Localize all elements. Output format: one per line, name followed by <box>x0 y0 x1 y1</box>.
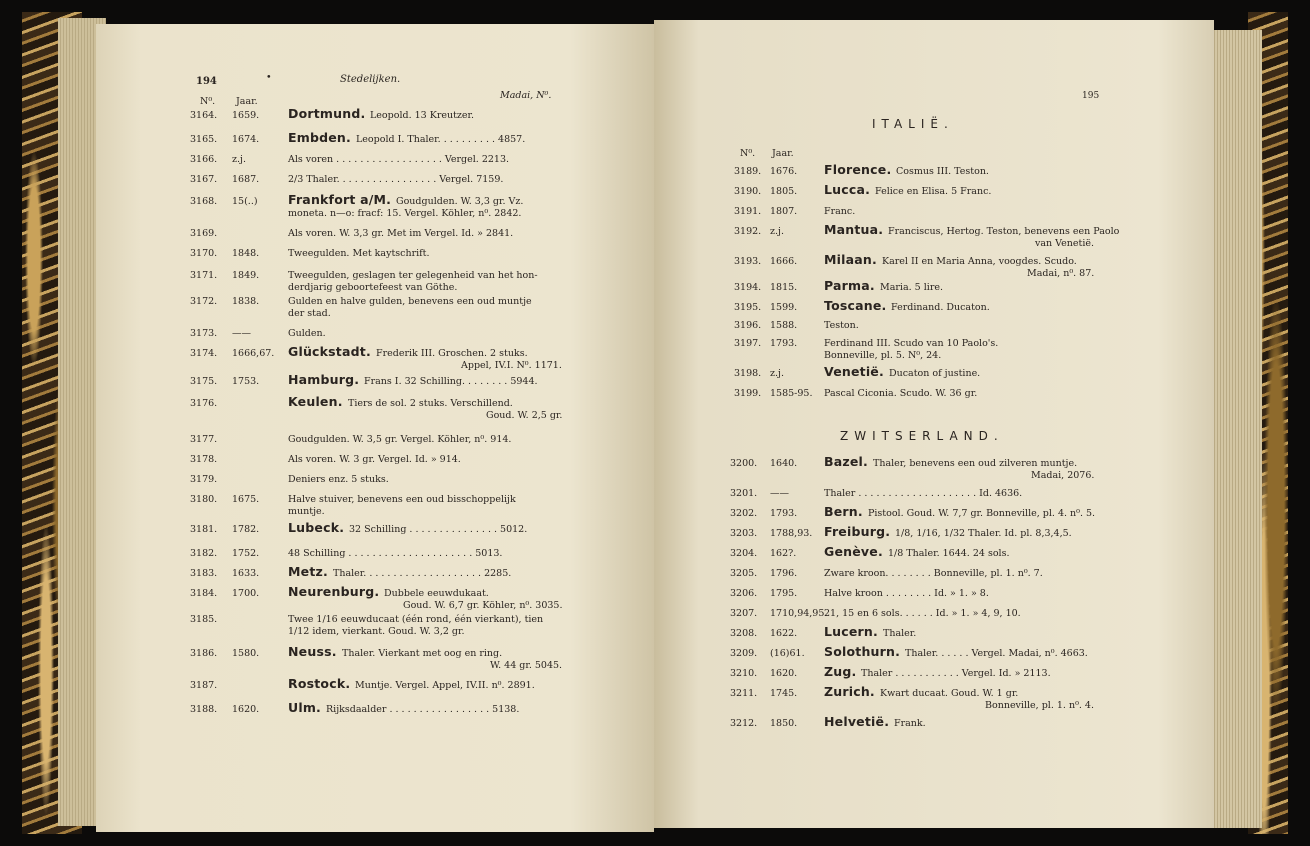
entry-description: Frans I. 32 Schilling. . . . . . . . 5944. <box>364 376 538 387</box>
entry-year: 1849. <box>232 270 260 281</box>
entry-description: Franciscus, Hertog. Teston, benevens een Paolo <box>888 226 1120 237</box>
entry-number: 3202. <box>730 508 758 519</box>
column-header-no: N⁰. <box>200 96 216 107</box>
entry-number: 3211. <box>730 688 758 699</box>
column-header-jaar: Jaar. <box>772 148 794 159</box>
entry-description-cont: Bonneville, pl. 5. N⁰, 24. <box>824 350 942 361</box>
entry-number: 3170. <box>190 248 218 259</box>
entry-number: 3190. <box>734 186 762 197</box>
entry-description: Rijksdaalder . . . . . . . . . . . . . . . . . 5138. <box>326 704 520 715</box>
entry-number: 3176. <box>190 398 218 409</box>
entry-number: 3209. <box>730 648 758 659</box>
entry-year: 1710,94,95. <box>770 608 828 619</box>
entry-number: 3179. <box>190 474 218 485</box>
entry-description: Tweegulden. Met kaytschrift. <box>288 248 430 259</box>
entry-year: 1666,67. <box>232 348 275 359</box>
entry-year: 1848. <box>232 248 260 259</box>
entry-description: Twee 1/16 eeuwducaat (één rond, één vierkant), tien <box>288 614 544 625</box>
entry-number: 3173. <box>190 328 218 339</box>
entry-year: 1620. <box>232 704 260 715</box>
entry-description: Muntje. Vergel. Appel, IV.II. n⁰. 2891. <box>355 680 535 691</box>
entry-place-heading: Metz. <box>288 564 328 579</box>
entry-year: 162?. <box>770 548 797 559</box>
entry-description: Thaler. Vierkant met oog en ring. <box>342 648 503 659</box>
page-number: 194 <box>196 76 217 87</box>
entry-year: z.j. <box>770 226 784 237</box>
entry-number: 3172. <box>190 296 218 307</box>
entry-year: z.j. <box>770 368 784 379</box>
entry-number: 3193. <box>734 256 762 267</box>
entry-place-heading: Lucca. <box>824 182 871 197</box>
entry-description: Thaler. <box>883 628 917 639</box>
entry-number: 3185. <box>190 614 218 625</box>
entry-description-cont: muntje. <box>288 506 325 517</box>
entry-number: 3197. <box>734 338 762 349</box>
entry-number: 3167. <box>190 174 218 185</box>
entry-year: 1700. <box>232 588 260 599</box>
entry-number: 3196. <box>734 320 762 331</box>
entry-description: Ferdinand. Ducaton. <box>891 302 990 313</box>
entry-description-cont: Madai, 2076. <box>1031 470 1095 481</box>
entry-year: 15(..) <box>232 196 258 207</box>
entry-year: 1585-95. <box>770 388 813 399</box>
entry-year: 1752. <box>232 548 260 559</box>
entry-number: 3191. <box>734 206 762 217</box>
entry-number: 3195. <box>734 302 762 313</box>
entry-description: Goudgulden. W. 3,3 gr. Vz. <box>396 196 524 207</box>
entry-description-cont: Appel, IV.I. N⁰. 1171. <box>461 360 562 371</box>
section-heading-zwitserland: ZWITSERLAND. <box>840 429 1004 443</box>
entry-number: 3203. <box>730 528 758 539</box>
entry-description: 1/8 Thaler. 1644. 24 sols. <box>888 548 1010 559</box>
entry-description-cont: van Venetië. <box>1035 238 1095 249</box>
entry-year: 1687. <box>232 174 260 185</box>
entry-description: Thaler. . . . . . . . . . . . . . . . . . . . 2285. <box>333 568 512 579</box>
entry-place-heading: Helvetië. <box>824 714 890 729</box>
entry-place-heading: Parma. <box>824 278 875 293</box>
entry-place-heading: Toscane. <box>824 298 887 313</box>
entry-year: 1793. <box>770 508 798 519</box>
entry-description: Tiers de sol. 2 stuks. Verschillend. <box>348 398 513 409</box>
entry-number: 3212. <box>730 718 758 729</box>
entry-description-cont: 1/12 idem, vierkant. Goud. W. 3,2 gr. <box>288 626 465 637</box>
entry-number: 3187. <box>190 680 218 691</box>
entry-description: Gulden en halve gulden, benevens een oud muntje <box>288 296 532 307</box>
entry-year: 1796. <box>770 568 798 579</box>
entry-number: 3181. <box>190 524 218 535</box>
entry-year: 1633. <box>232 568 260 579</box>
entry-year: 1620. <box>770 668 798 679</box>
entry-description-cont: moneta. n—o: fracf: 15. Vergel. Köhler, n⁰. 2842. <box>288 208 522 219</box>
entry-number: 3178. <box>190 454 218 465</box>
entry-year: (16)61. <box>770 648 805 659</box>
entry-year: —— <box>770 488 789 499</box>
entry-number: 3184. <box>190 588 218 599</box>
entry-description: 32 Schilling . . . . . . . . . . . . . . . 5012. <box>349 524 528 535</box>
entry-number: 3199. <box>734 388 762 399</box>
entry-description: Tweegulden, geslagen ter gelegenheid van het hon- <box>288 270 538 281</box>
entry-description: Thaler . . . . . . . . . . . . . . . . . . . . Id. 4636. <box>824 488 1023 499</box>
entry-place-heading: Genève. <box>824 544 883 559</box>
entry-description-cont: Bonneville, pl. 1. n⁰. 4. <box>985 700 1094 711</box>
page-edges-right <box>1214 30 1262 828</box>
entry-number: 3188. <box>190 704 218 715</box>
entry-place-heading: Mantua. <box>824 222 884 237</box>
left-page <box>96 24 654 832</box>
entry-place-heading: Rostock. <box>288 676 351 691</box>
entry-number: 3171. <box>190 270 218 281</box>
entry-description-cont: Goud. W. 2,5 gr. <box>486 410 563 421</box>
entry-number: 3186. <box>190 648 218 659</box>
entry-description: 21, 15 en 6 sols. . . . . . Id. » 1. » 4, 9, 10. <box>824 608 1021 619</box>
entry-place-heading: Dortmund. <box>288 106 366 121</box>
entry-place-heading: Neuss. <box>288 644 337 659</box>
entry-description: Pistool. Goud. W. 7,7 gr. Bonneville, pl. 4. n⁰. 5. <box>868 508 1096 519</box>
entry-number: 3207. <box>730 608 758 619</box>
entry-description-cont: Madai, n⁰. 87. <box>1027 268 1095 279</box>
column-header-jaar: Jaar. <box>236 96 258 107</box>
column-header-madai: Madai, N⁰. <box>500 90 552 101</box>
entry-number: 3204. <box>730 548 758 559</box>
entry-description: Dubbele eeuwdukaat. <box>384 588 489 599</box>
entry-year: 1753. <box>232 376 260 387</box>
entry-year: 1580. <box>232 648 260 659</box>
entry-description: Deniers enz. 5 stuks. <box>288 474 389 485</box>
entry-place-heading: Freiburg. <box>824 524 891 539</box>
entry-number: 3165. <box>190 134 218 145</box>
entry-year: 1588. <box>770 320 798 331</box>
entry-description: Halve stuiver, benevens een oud bisschoppelijk <box>288 494 516 505</box>
entry-description: Gulden. <box>288 328 326 339</box>
entry-description: Frederik III. Groschen. 2 stuks. <box>376 348 528 359</box>
entry-description: Thaler. . . . . . Vergel. Madai, n⁰. 4663. <box>905 648 1088 659</box>
entry-year: 1659. <box>232 110 260 121</box>
entry-description-cont: Goud. W. 6,7 gr. Köhler, n⁰. 3035. <box>403 600 563 611</box>
entry-description: Maria. 5 lire. <box>880 282 943 293</box>
entry-description: Leopold I. Thaler. . . . . . . . . . 4857. <box>356 134 526 145</box>
entry-place-heading: Glückstadt. <box>288 344 371 359</box>
entry-year: 1745. <box>770 688 798 699</box>
entry-year: z.j. <box>232 154 246 165</box>
entry-number: 3189. <box>734 166 762 177</box>
entry-number: 3180. <box>190 494 218 505</box>
entry-year: 1850. <box>770 718 798 729</box>
entry-description-cont: der stad. <box>288 308 331 319</box>
entry-description: 48 Schilling . . . . . . . . . . . . . . . . . . . . . 5013. <box>288 548 503 559</box>
entry-place-heading: Florence. <box>824 162 892 177</box>
entry-number: 3169. <box>190 228 218 239</box>
entry-place-heading: Embden. <box>288 130 351 145</box>
entry-number: 3210. <box>730 668 758 679</box>
entry-number: 3192. <box>734 226 762 237</box>
entry-description: 2/3 Thaler. . . . . . . . . . . . . . . . . Vergel. 7159. <box>288 174 504 185</box>
entry-description: Halve kroon . . . . . . . . Id. » 1. » 8. <box>824 588 989 599</box>
running-title: Stedelijken. <box>340 74 401 85</box>
entry-place-heading: Zurich. <box>824 684 875 699</box>
entry-place-heading: Zug. <box>824 664 857 679</box>
entry-number: 3194. <box>734 282 762 293</box>
entry-number: 3166. <box>190 154 218 165</box>
entry-number: 3198. <box>734 368 762 379</box>
right-page <box>654 20 1214 828</box>
entry-description: Cosmus III. Teston. <box>896 166 989 177</box>
entry-description: Goudgulden. W. 3,5 gr. Vergel. Köhler, n⁰. 914. <box>288 434 512 445</box>
page-number: 195 <box>1082 91 1100 101</box>
entry-place-heading: Lubeck. <box>288 520 345 535</box>
entry-description: Leopold. 13 Kreutzer. <box>370 110 475 121</box>
entry-place-heading: Ulm. <box>288 700 322 715</box>
entry-description: Felice en Elisa. 5 Franc. <box>875 186 992 197</box>
entry-description: Teston. <box>824 320 859 331</box>
entry-description: Ducaton of justine. <box>889 368 981 379</box>
entry-year: 1666. <box>770 256 798 267</box>
entry-description: Thaler, benevens een oud zilveren muntje. <box>873 458 1078 469</box>
entry-place-heading: Frankfort a/M. <box>288 192 392 207</box>
entry-year: 1838. <box>232 296 260 307</box>
entry-number: 3206. <box>730 588 758 599</box>
entry-place-heading: Lucern. <box>824 624 878 639</box>
entry-year: 1599. <box>770 302 798 313</box>
entry-year: —— <box>232 328 251 339</box>
entry-number: 3174. <box>190 348 218 359</box>
entry-number: 3164. <box>190 110 218 121</box>
entry-description: 1/8, 1/16, 1/32 Thaler. Id. pl. 8,3,4,5. <box>895 528 1072 539</box>
entry-year: 1674. <box>232 134 260 145</box>
entry-place-heading: Venetië. <box>824 364 884 379</box>
entry-year: 1788,93. <box>770 528 813 539</box>
entry-place-heading: Keulen. <box>288 394 343 409</box>
entry-number: 3208. <box>730 628 758 639</box>
entry-year: 1815. <box>770 282 798 293</box>
entry-number: 3177. <box>190 434 218 445</box>
entry-number: 3182. <box>190 548 218 559</box>
entry-year: 1782. <box>232 524 260 535</box>
entry-year: 1805. <box>770 186 798 197</box>
entry-description: Pascal Ciconia. Scudo. W. 36 gr. <box>824 388 978 399</box>
column-header-no: N⁰. <box>740 148 756 159</box>
entry-year: 1807. <box>770 206 798 217</box>
entry-year: 1676. <box>770 166 798 177</box>
entry-description: Frank. <box>894 718 926 729</box>
entry-number: 3205. <box>730 568 758 579</box>
entry-number: 3200. <box>730 458 758 469</box>
entry-description: Als voren. W. 3,3 gr. Met im Vergel. Id. » 2841. <box>288 228 514 239</box>
entry-description: Als voren . . . . . . . . . . . . . . . . . . Vergel. 2213. <box>288 154 510 165</box>
entry-place-heading: Hamburg. <box>288 372 360 387</box>
entry-place-heading: Bazel. <box>824 454 868 469</box>
entry-place-heading: Solothurn. <box>824 644 901 659</box>
entry-number: 3175. <box>190 376 218 387</box>
bullet-mark: • <box>266 72 272 83</box>
entry-description: Zware kroon. . . . . . . . Bonneville, pl. 1. n⁰. 7. <box>824 568 1043 579</box>
entry-description-cont: derdjarig geboortefeest van Göthe. <box>288 282 458 293</box>
entry-number: 3183. <box>190 568 218 579</box>
entry-description: Karel II en Maria Anna, voogdes. Scudo. <box>882 256 1077 267</box>
entry-year: 1640. <box>770 458 798 469</box>
entry-year: 1622. <box>770 628 798 639</box>
entry-year: 1795. <box>770 588 798 599</box>
entry-year: 1793. <box>770 338 798 349</box>
entry-place-heading: Bern. <box>824 504 863 519</box>
entry-number: 3168. <box>190 196 218 207</box>
entry-description: Thaler . . . . . . . . . . . Vergel. Id. » 2113. <box>861 668 1051 679</box>
entry-description: Kwart ducaat. Goud. W. 1 gr. <box>880 688 1019 699</box>
entry-year: 1675. <box>232 494 260 505</box>
entry-description: Als voren. W. 3 gr. Vergel. Id. » 914. <box>288 454 461 465</box>
section-heading-italie: ITALIË. <box>872 117 954 131</box>
entry-place-heading: Milaan. <box>824 252 877 267</box>
entry-number: 3201. <box>730 488 758 499</box>
entry-description-cont: W. 44 gr. 5045. <box>490 660 563 671</box>
entry-place-heading: Neurenburg. <box>288 584 380 599</box>
entry-description: Franc. <box>824 206 856 217</box>
entry-description: Ferdinand III. Scudo van 10 Paolo's. <box>824 338 999 349</box>
